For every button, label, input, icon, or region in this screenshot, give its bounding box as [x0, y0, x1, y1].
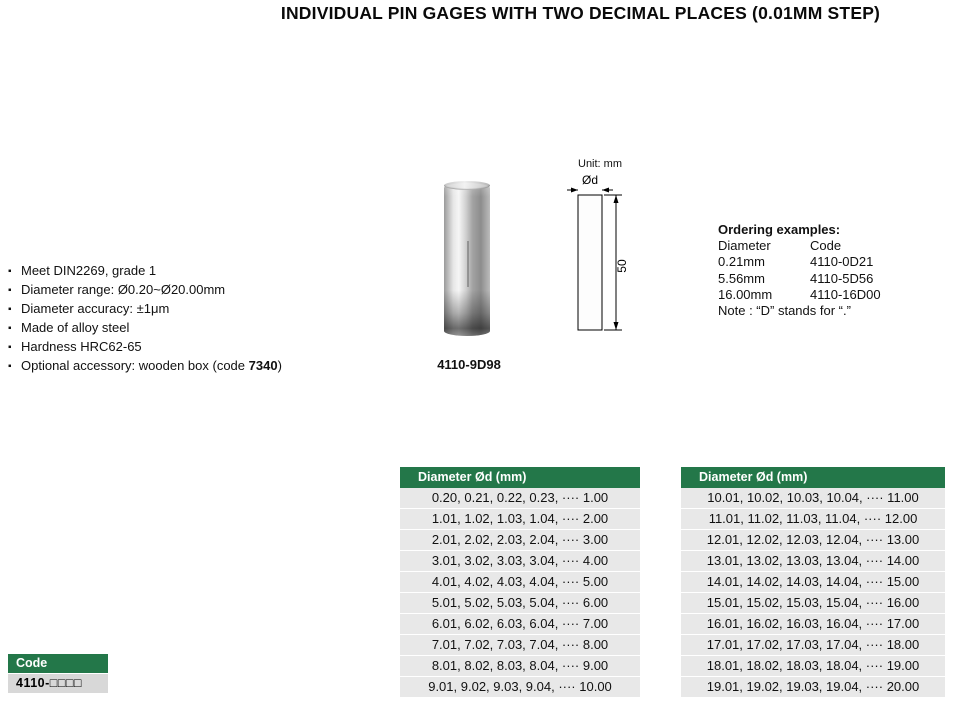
pin-engraving-mark	[467, 241, 469, 287]
unit-label: Unit: mm	[578, 158, 622, 170]
ordering-row	[718, 254, 881, 270]
table-row: 14.01, 14.02, 14.03, 14.04, ···· 15.00	[681, 572, 945, 592]
feature-text	[21, 358, 282, 373]
ordering-diameter: 16.00mm	[718, 286, 773, 302]
pin-gage-photo	[444, 183, 490, 336]
table-row: 10.01, 10.02, 10.03, 10.04, ···· 11.00	[681, 488, 945, 508]
ordering-code: 4110-0D21	[810, 254, 874, 270]
feature-text: Diameter range: Ø0.20~Ø20.00mm	[21, 282, 226, 297]
table-row: 15.01, 15.02, 15.03, 15.04, ···· 16.00	[681, 593, 945, 613]
bullet-square-icon	[8, 262, 21, 281]
diameter-dim-label: Ød	[581, 173, 599, 187]
table-row: 0.20, 0.21, 0.22, 0.23, ···· 1.00	[400, 488, 640, 508]
ordering-diameter: 5.56mm	[718, 270, 765, 286]
bullet-square-icon	[8, 357, 21, 376]
feature-text-prefix: Optional accessory: wooden box (code	[21, 358, 249, 373]
table-row: 17.01, 17.02, 17.03, 17.04, ···· 18.00	[681, 635, 945, 655]
table-row: 5.01, 5.02, 5.03, 5.04, ···· 6.00	[400, 593, 640, 613]
feature-item	[8, 281, 282, 300]
ordering-col-diameter: Diameter	[718, 238, 771, 254]
table-row: 19.01, 19.02, 19.03, 19.04, ···· 20.00	[681, 677, 945, 697]
dim-arrow-right	[602, 188, 609, 193]
feature-text: Diameter accuracy: ±1μm	[21, 301, 170, 316]
feature-item	[8, 357, 282, 376]
code-box-value: 4110-□□□□	[8, 674, 108, 693]
table-row: 6.01, 6.02, 6.03, 6.04, ···· 7.00	[400, 614, 640, 634]
feature-text: Hardness HRC62-65	[21, 339, 142, 354]
table-row: 8.01, 8.02, 8.03, 8.04, ···· 9.00	[400, 656, 640, 676]
table-row: 3.01, 3.02, 3.03, 3.04, ···· 4.00	[400, 551, 640, 571]
feature-text: Made of alloy steel	[21, 320, 130, 335]
ordering-header-row	[718, 238, 881, 254]
feature-text: Meet DIN2269, grade 1	[21, 263, 157, 278]
table-row: 12.01, 12.02, 12.03, 12.04, ···· 13.00	[681, 530, 945, 550]
ordering-row	[718, 287, 881, 303]
length-dim-label: 50	[615, 259, 629, 273]
ordering-row	[718, 271, 881, 287]
ordering-title: Ordering examples:	[718, 222, 841, 237]
technical-drawing	[560, 170, 650, 348]
pin-outline-rect	[578, 195, 602, 330]
ordering-code: 4110-5D56	[810, 270, 874, 286]
table-row: 1.01, 1.02, 1.03, 1.04, ···· 2.00	[400, 509, 640, 529]
ordering-note: Note : “D” stands for “.”	[718, 303, 851, 319]
product-model-label: 4110-9D98	[437, 357, 501, 372]
bullet-square-icon	[8, 338, 21, 357]
feature-text-suffix: )	[277, 358, 282, 373]
bullet-square-icon	[8, 319, 21, 338]
table-row: 9.01, 9.02, 9.03, 9.04, ···· 10.00	[400, 677, 640, 697]
code-box-header: Code	[8, 654, 108, 673]
feature-item	[8, 300, 282, 319]
feature-item	[8, 319, 282, 338]
ordering-code: 4110-16D00	[810, 286, 881, 302]
feature-item	[8, 338, 282, 357]
diameter-table-header: Diameter Ød (mm)	[400, 467, 640, 488]
bullet-square-icon	[8, 300, 21, 319]
diameter-table-right	[681, 467, 945, 698]
accessory-code: 7340	[248, 358, 278, 373]
table-row: 13.01, 13.02, 13.03, 13.04, ···· 14.00	[681, 551, 945, 571]
page-title: INDIVIDUAL PIN GAGES WITH TWO DECIMAL PLACES (0.01MM STEP)	[280, 3, 881, 23]
ordering-examples	[718, 222, 881, 319]
code-box	[8, 654, 108, 693]
table-row: 11.01, 11.02, 11.03, 11.04, ···· 12.00	[681, 509, 945, 529]
table-row: 4.01, 4.02, 4.03, 4.04, ···· 5.00	[400, 572, 640, 592]
table-row: 18.01, 18.02, 18.03, 18.04, ···· 19.00	[681, 656, 945, 676]
table-row: 7.01, 7.02, 7.03, 7.04, ···· 8.00	[400, 635, 640, 655]
diameter-table-left	[400, 467, 640, 698]
features-list	[8, 262, 282, 376]
table-row: 16.01, 16.02, 16.03, 16.04, ···· 17.00	[681, 614, 945, 634]
bullet-square-icon	[8, 281, 21, 300]
table-row: 2.01, 2.02, 2.03, 2.04, ···· 3.00	[400, 530, 640, 550]
ordering-diameter: 0.21mm	[718, 254, 765, 270]
ordering-col-code: Code	[810, 238, 842, 254]
dim-arrow-left	[571, 188, 578, 193]
dim-arrow-up	[614, 195, 619, 203]
feature-item	[8, 262, 282, 281]
diameter-table-header: Diameter Ød (mm)	[681, 467, 945, 488]
dim-arrow-down	[614, 322, 619, 330]
